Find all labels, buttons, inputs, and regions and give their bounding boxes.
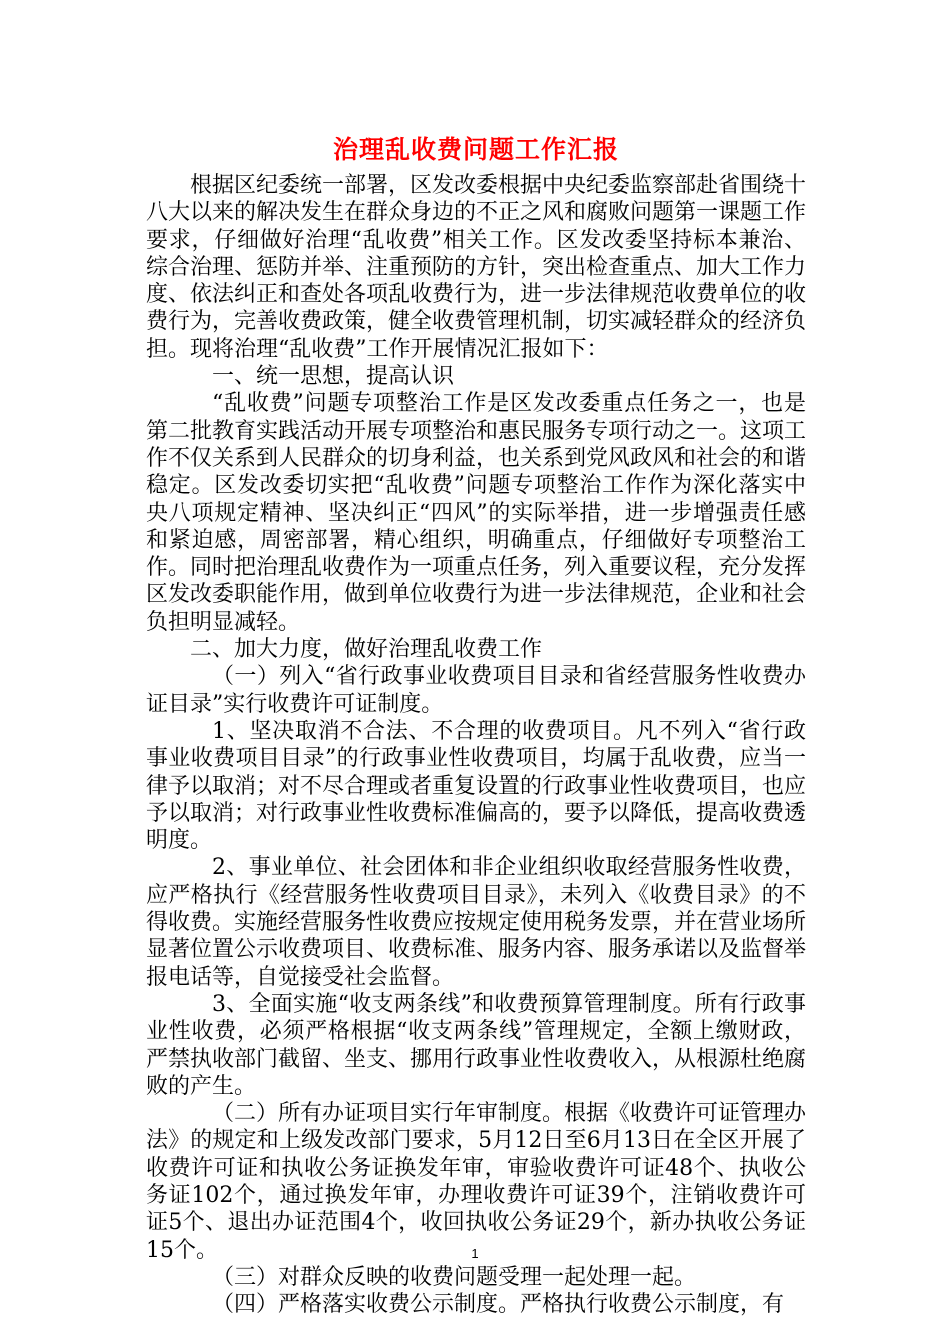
heading-section-2: 二、加大力度，做好治理乱收费工作 [190,637,543,663]
document-title: 治理乱收费问题工作汇报 [332,135,619,164]
paragraph-subitem-3: 3、全面实施“收支两条线”和收费预算管理制度。所有行政事业性收费，必须严格根据“收支两条线”管理规定，全额上缴财政，严禁执收部门截留、坐支、挪用行政事业性收费收入，从根源杜绝腐败的产生。 [146,991,807,1099]
paragraph-subitem-1: 1、坚决取消不合法、不合理的收费项目。凡不列入“省行政事业收费项目目录”的行政事业性收费项目，均属于乱收费，应当一律予以取消；对不尽合理或者重复设置的行政事业性收费项目，也应予以取消；对行政事业性收费标准偏高的，要予以降低，提高收费透明度。 [146,718,807,854]
paragraph-item-4: （四）严格落实收费公示制度。严格执行收费公示制度，有 [212,1292,785,1318]
paragraph-subitem-2: 2、事业单位、社会团体和非企业组织收取经营服务性收费，应严格执行《经营服务性收费项目目录》，未列入《收费目录》的不得收费。实施经营服务性收费应按规定使用税务发票，并在营业场所显著位置公示收费项目、收费标准、服务内容、服务承诺以及监督举报电话等，自觉接受社会监督。 [146,855,807,990]
page-number: 1 [471,1246,479,1261]
paragraph-item-2: （二）所有办证项目实行年审制度。根据《收费许可证管理办法》的规定和上级发改部门要求，5月12日至6月13日在全区开展了收费许可证和执收公务证换发年审，审验收费许可证48个、执收公务证102个，通过换发年审，办理收费许可证39个，注销收费许可证5个、退出办证范围4个，收回执收公务证29个，新办执收公务证15个。 [146,1101,807,1263]
document-body [146,172,806,1318]
paragraph-section-1: “乱收费”问题专项整治工作是区发改委重点任务之一，也是第二批教育实践活动开展专项整治和惠民服务专项行动之一。这项工作不仅关系到人民群众的切身利益，也关系到党风政风和社会的和谐稳定。区发改委切实把“乱收费”问题专项整治工作作为深化落实中央八项规定精神、坚决纠正“四风”的实际举措，进一步增强责任感和紧迫感，周密部署，精心组织，明确重点，仔细做好专项整治工作。同时把治理乱收费作为一项重点任务，列入重要议程，充分发挥区发改委职能作用，做到单位收费行为进一步法律规范，企业和社会负担明显减轻。 [146,391,807,635]
heading-section-1: 一、统一思想，提高认识 [212,364,455,390]
paragraph-item-3: （三）对群众反映的收费问题受理一起处理一起。 [212,1264,697,1290]
paragraph-intro: 根据区纪委统一部署，区发改委根据中央纪委监察部赴省围绕十八大以来的解决发生在群众身边的不正之风和腐败问题第一课题工作要求，仔细做好治理“乱收费”相关工作。区发改委坚持标本兼治、综合治理、惩防并举、注重预防的方针，突出检查重点、加大工作力度、依法纠正和查处各项乱收费行为，进一步法律规范收费单位的收费行为，完善收费政策，健全收费管理机制，切实减轻群众的经济负担。现将治理“乱收费”工作开展情况汇报如下： [146,173,807,362]
document-page [146,128,806,1318]
paragraph-item-1: （一）列入“省行政事业收费项目目录和省经营服务性收费办证目录”实行收费许可证制度。 [146,664,806,717]
